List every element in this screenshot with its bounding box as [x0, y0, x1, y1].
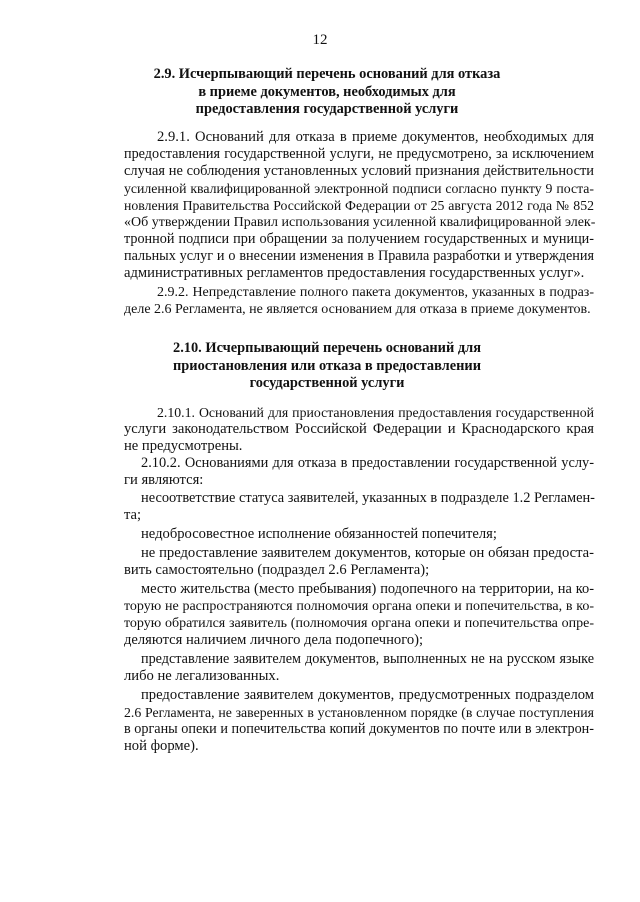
paragraph-line: 2.9.1. Оснований для отказа в приеме документов, необходимых для	[157, 129, 594, 145]
paragraph-line: ной форме).	[124, 738, 199, 754]
paragraph-line: случая не соблюдения установленных условий признания действительности	[124, 163, 594, 179]
paragraph-line: либо не легализованных.	[124, 668, 280, 684]
section-2-9-heading	[110, 66, 544, 119]
paragraph-line: место жительства (место пребывания) подопечного на территории, на ко-	[141, 581, 594, 597]
heading-line: предоставления государственной услуги	[195, 101, 459, 117]
heading-line: в приеме документов, необходимых для	[198, 83, 456, 100]
paragraph-line: не предоставление заявителем документов, которые он обязан предоста-	[141, 545, 594, 561]
paragraph-line: не предусмотрены.	[124, 438, 243, 454]
paragraph-line: торую обратился заявитель (полномочия органа опеки и попечительства опре-	[124, 616, 594, 631]
paragraph-line: 2.9.2. Непредставление полного пакета документов, указанных в подраз-	[157, 285, 594, 300]
paragraph-line: 2.10.1. Оснований для приостановления предоставления государственной	[157, 405, 594, 420]
paragraph-line: деляются наличием личного дела подопечного);	[124, 632, 424, 648]
paragraph-line: представление заявителем документов, выполненных не на русском языке	[141, 651, 594, 667]
paragraph-line: ги являются:	[124, 472, 204, 488]
paragraph-line: административных регламентов предоставления государственных услуг».	[124, 265, 585, 281]
paragraph-line: недобросовестное исполнение обязанностей попечителя;	[141, 526, 497, 542]
paragraph-line: вить самостоятельно (подраздел 2.6 Регламента);	[124, 562, 430, 578]
paragraph-line: предоставление заявителем документов, предусмотренных подразделом	[141, 687, 594, 703]
paragraph-line: пальных услуг и о внесении изменения в Правила разработки и утверждения	[124, 248, 594, 264]
paragraph-line: деле 2.6 Регламента, не является основанием для отказа в приеме документов.	[124, 302, 591, 317]
heading-line: 2.10. Исчерпывающий перечень оснований для	[173, 340, 481, 356]
paragraph-line: услуги законодательством Российской Федерации и Краснодарского края	[124, 421, 594, 437]
paragraph-line: тронной подписи при обращении за получением государственных и муници-	[124, 231, 594, 247]
heading-line: приостановления или отказа в предоставлении	[173, 357, 481, 374]
paragraph-line: 2.10.2. Основаниями для отказа в предоставлении государственной услу-	[141, 455, 594, 471]
page-number: 12	[312, 32, 328, 48]
paragraph-line: усиленной квалифицированной электронной подписи согласно пункту 9 поста-	[124, 181, 594, 196]
paragraph-line: торую не распространяются полномочия органа опеки и попечительства, в ко-	[124, 599, 594, 614]
paragraph-line: новления Правительства Российской Федерации от 25 августа 2012 года № 852	[124, 198, 594, 213]
heading-line: 2.9. Исчерпывающий перечень оснований для отказа	[153, 66, 501, 82]
paragraph-line: «Об утверждении Правил использования усиленной квалифицированной элек-	[124, 215, 596, 230]
paragraph-line: несоответствие статуса заявителей, указанных в подразделе 1.2 Регламен-	[141, 490, 595, 506]
paragraph-line: предоставления государственной услуги, не предусмотрено, за исключением	[124, 146, 594, 162]
paragraph-line: в органы опеки и попечительства копий документов по почте или в электрон-	[124, 721, 594, 737]
paragraph-line: та;	[124, 507, 142, 523]
paragraph-line: 2.6 Регламента, не заверенных в установленном порядке (в случае поступления	[124, 705, 594, 720]
heading-line: государственной услуги	[249, 375, 405, 391]
section-2-10-heading	[110, 340, 544, 393]
